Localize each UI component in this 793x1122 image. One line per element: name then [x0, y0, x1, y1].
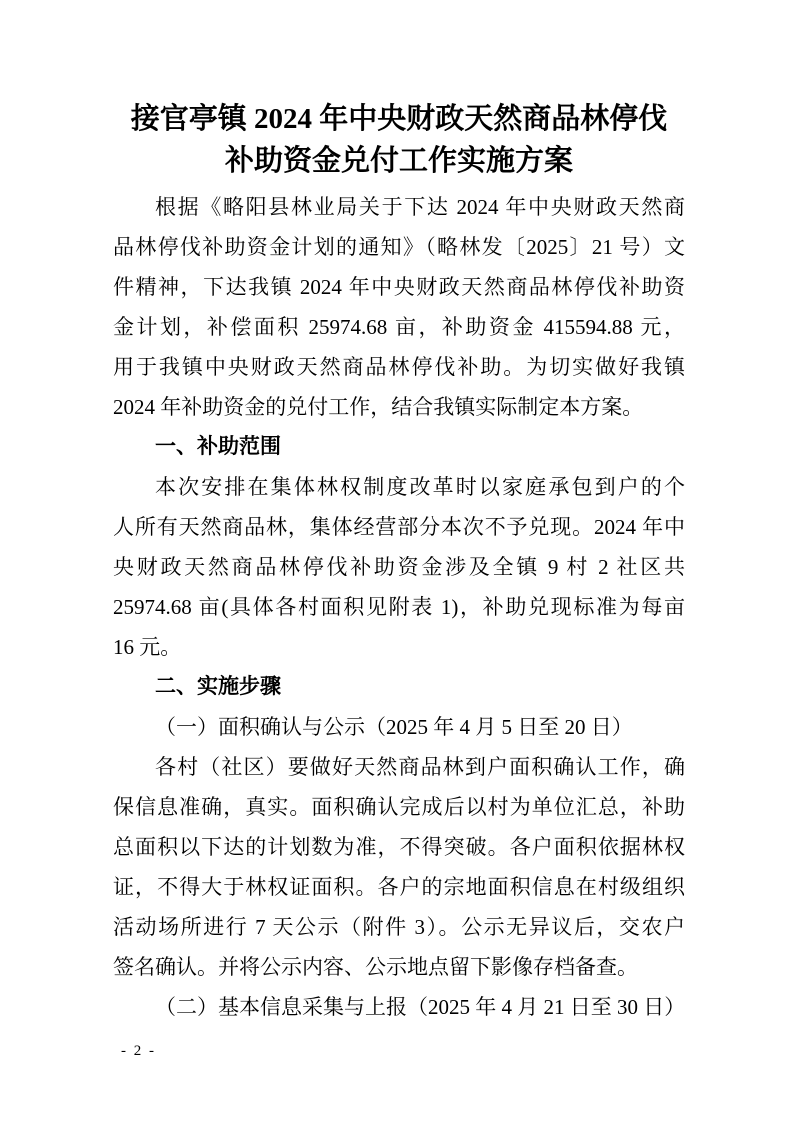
document-line: 用于我镇中央财政天然商品林停伐补助。为切实做好我镇 [113, 355, 685, 379]
document-line: 25974.68 亩(具体各村面积见附表 1)，补助兑现标准为每亩 [113, 595, 685, 619]
document-line: 各村（社区）要做好天然商品林到户面积确认工作，确 [155, 755, 685, 779]
document-line: 金计划，补偿面积 25974.68 亩，补助资金 415594.88 元， [113, 315, 685, 339]
subsection-heading: （一）面积确认与公示（2025 年 4 月 5 日至 20 日） [155, 715, 633, 739]
document-title-line-1: 接官亭镇 2024 年中央财政天然商品林停伐 [130, 103, 668, 135]
document-line: 品林停伐补助资金计划的通知》（略林发〔2025〕21 号）文 [113, 235, 685, 259]
document-line: 证，不得大于林权证面积。各户的宗地面积信息在村级组织 [113, 875, 685, 899]
document-line: 总面积以下达的计划数为准，不得突破。各户面积依据林权 [113, 835, 685, 859]
document-body [113, 187, 685, 1027]
section-heading: 二、实施步骤 [155, 675, 281, 698]
document-title-line-2: 补助资金兑付工作实施方案 [224, 145, 573, 177]
document-line: 央财政天然商品林停伐补助资金涉及全镇 9 村 2 社区共 [113, 555, 685, 579]
document-line: 16 元。 [113, 635, 182, 659]
document-line: 根据《略阳县林业局关于下达 2024 年中央财政天然商 [155, 195, 685, 219]
document-line: 2024 年补助资金的兑付工作，结合我镇实际制定本方案。 [113, 395, 644, 419]
document-content [113, 98, 685, 1027]
section-heading: 一、补助范围 [155, 435, 281, 458]
document-line: 人所有天然商品林，集体经营部分本次不予兑现。2024 年中 [113, 515, 685, 539]
document-line: 件精神，下达我镇 2024 年中央财政天然商品林停伐补助资 [113, 275, 685, 299]
subsection-heading: （二）基本信息采集与上报（2025 年 4 月 21 日至 30 日） [155, 995, 685, 1019]
page-number: - 2 - [121, 1043, 156, 1059]
document-line: 保信息准确，真实。面积确认完成后以村为单位汇总，补助 [113, 795, 685, 819]
document-line: 签名确认。并将公示内容、公示地点留下影像存档备查。 [113, 955, 638, 979]
document-title [113, 98, 685, 182]
document-line: 活动场所进行 7 天公示（附件 3）。公示无异议后，交农户 [113, 915, 685, 939]
document-line: 本次安排在集体林权制度改革时以家庭承包到户的个 [155, 475, 685, 499]
